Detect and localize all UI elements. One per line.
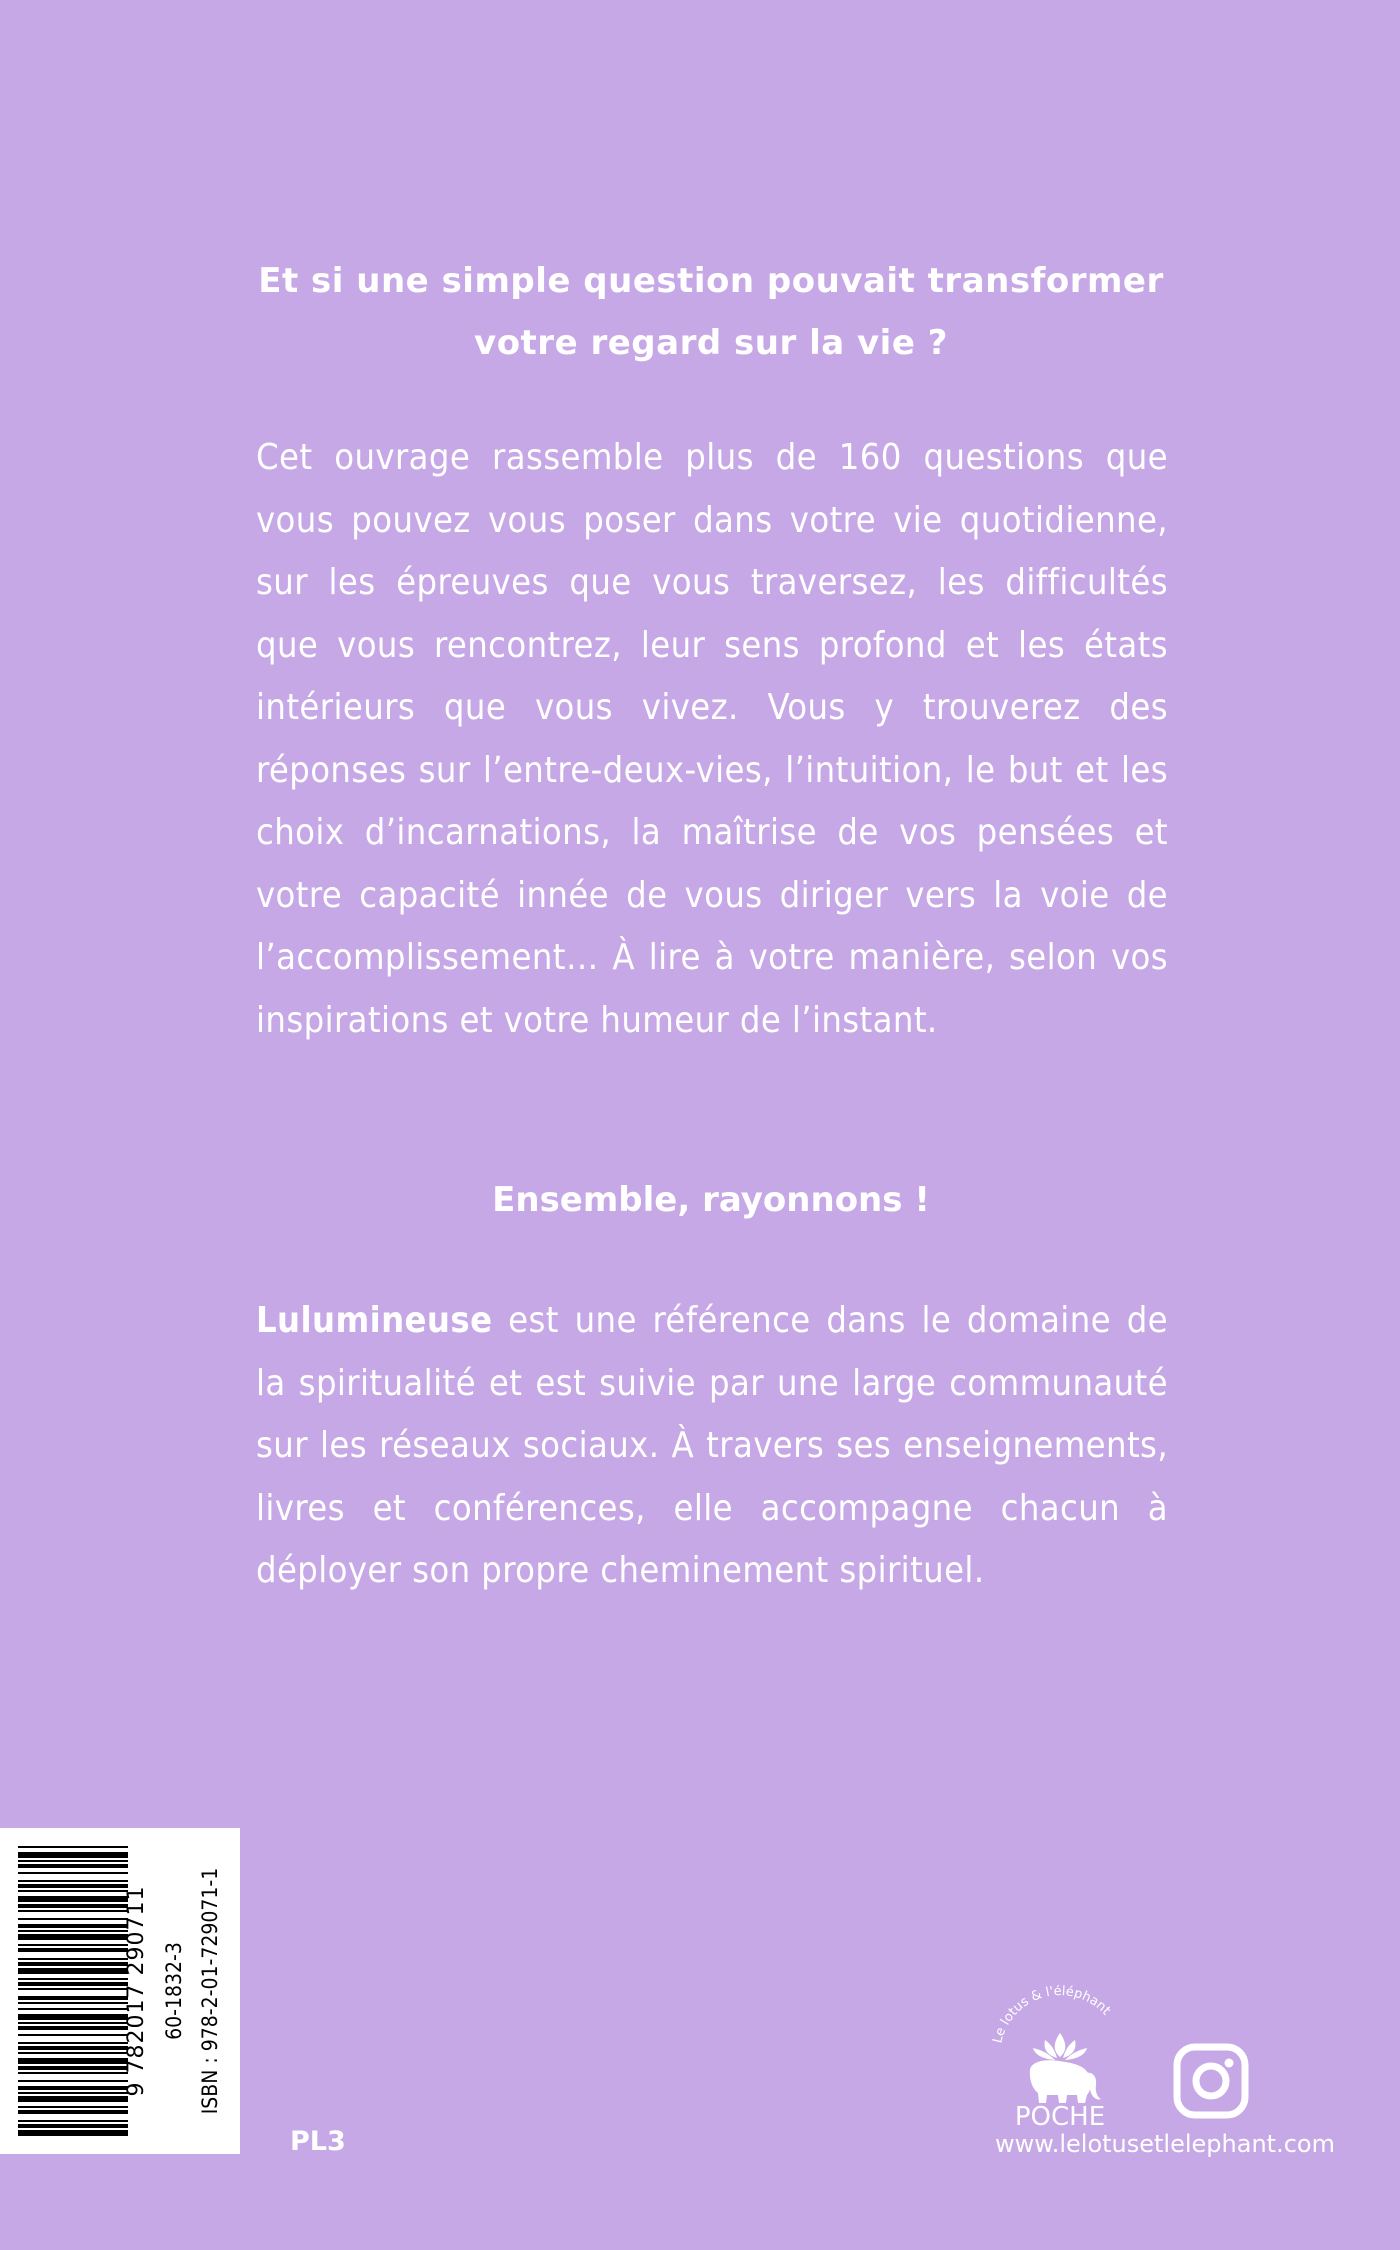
barcode-bar xyxy=(18,1948,128,1952)
barcode-bar xyxy=(18,1934,128,1940)
publisher-arc-text: Le lotus & l'éléphant xyxy=(990,1985,1114,2045)
author-name: Lulumineuse xyxy=(256,1300,493,1341)
back-cover-headline xyxy=(256,250,1166,374)
barcode-bar xyxy=(18,2066,128,2070)
barcode-bar xyxy=(18,1918,128,1920)
barcode-bar xyxy=(18,1910,128,1912)
barcode-bar xyxy=(18,2022,128,2024)
barcode-bar xyxy=(18,2042,128,2044)
author-bio xyxy=(256,1290,1168,1603)
publisher-website-link[interactable]: www.lelotusetlelephant.com xyxy=(995,2130,1335,2158)
barcode-bar xyxy=(18,1852,128,1858)
barcode-bar xyxy=(18,2092,128,2094)
barcode-bar xyxy=(18,1880,128,1882)
barcode-bar xyxy=(18,2096,128,2102)
barcode-bar xyxy=(18,1996,128,2000)
barcode-bar xyxy=(18,2110,128,2114)
barcode-bar xyxy=(18,2086,128,2090)
barcode-bar xyxy=(18,1846,128,1848)
headline-line-1: Et si une simple question pouvait transformer xyxy=(258,261,1164,301)
lotus-elephant-logo-icon xyxy=(975,1985,1145,2130)
barcode-bars xyxy=(18,1846,128,2136)
barcode-bar xyxy=(18,1872,128,1874)
headline-line-2: votre regard sur la vie ? xyxy=(474,323,948,363)
barcode-bar xyxy=(18,2026,128,2030)
barcode-bar xyxy=(18,1968,128,1974)
barcode-bar xyxy=(18,2034,128,2036)
isbn: ISBN : 978-2-01-729071-1 xyxy=(198,1867,222,2115)
barcode-digits: 9 782017 290711 xyxy=(124,1885,149,2097)
barcode-bar xyxy=(18,1864,128,1868)
barcode-bar xyxy=(18,1884,128,1888)
barcode-bar xyxy=(18,1988,128,1990)
barcode-bar xyxy=(18,2080,128,2082)
barcode-bar xyxy=(18,1896,128,1902)
publisher-logo xyxy=(975,1985,1145,2130)
barcode-bar xyxy=(18,2002,128,2004)
barcode-bar xyxy=(18,1982,128,1986)
barcode-bar xyxy=(18,2106,128,2108)
barcode-bar xyxy=(18,2014,128,2020)
barcode-bar xyxy=(18,1958,128,1960)
barcode-bar xyxy=(18,1930,128,1932)
barcode-bar xyxy=(18,2058,128,2064)
barcode-bar xyxy=(18,2130,128,2136)
collection-label: POCHE xyxy=(1014,2102,1106,2130)
barcode-bar xyxy=(18,1962,128,1966)
barcode-bar xyxy=(18,1904,128,1908)
barcode-bar xyxy=(18,2072,128,2074)
series-code: PL3 xyxy=(290,2126,346,2157)
author-bio-text: est une référence dans le domaine de la spiritualité et est suivie par une large communauté sur les réseaux sociaux. À travers ses enseignements, livres et conférences, elle accompagne chacun à déployer son propre cheminement spirituel. xyxy=(256,1300,1168,1591)
barcode-bar xyxy=(18,1860,128,1862)
barcode-bar xyxy=(18,1890,128,1892)
svg-text:Le lotus & l'éléphant xyxy=(990,1985,1113,2045)
barcode-bar xyxy=(18,2124,128,2128)
internal-code: 60-1832-3 xyxy=(162,1942,186,2040)
barcode-bar xyxy=(18,2046,128,2050)
barcode-bar xyxy=(18,2052,128,2054)
slogan: Ensemble, rayonnons ! xyxy=(492,1180,930,1220)
barcode xyxy=(0,1828,240,2154)
instagram-icon[interactable] xyxy=(1172,2042,1250,2120)
barcode-bar xyxy=(18,2008,128,2010)
barcode-bar xyxy=(18,1978,128,1980)
barcode-bar xyxy=(18,2120,128,2122)
book-description: Cet ouvrage rassemble plus de 160 questions que vous pouvez vous poser dans votre vie quotidienne, sur les épreuves que vous traversez, les difficultés que vous rencontrez, leur sens profond et les états intérieurs que vous vivez. Vous y trouverez des réponses sur l’entre-deux-vies, l’intuition, le but et les choix d’incarnations, la maîtrise de vos pensées et votre capacité innée de vous diriger vers la voie de l’accomplissement… À lire à votre manière, selon vos inspirations et votre humeur de l’instant. xyxy=(256,437,1168,1041)
barcode-bar xyxy=(18,1944,128,1946)
barcode-bar xyxy=(18,1924,128,1928)
